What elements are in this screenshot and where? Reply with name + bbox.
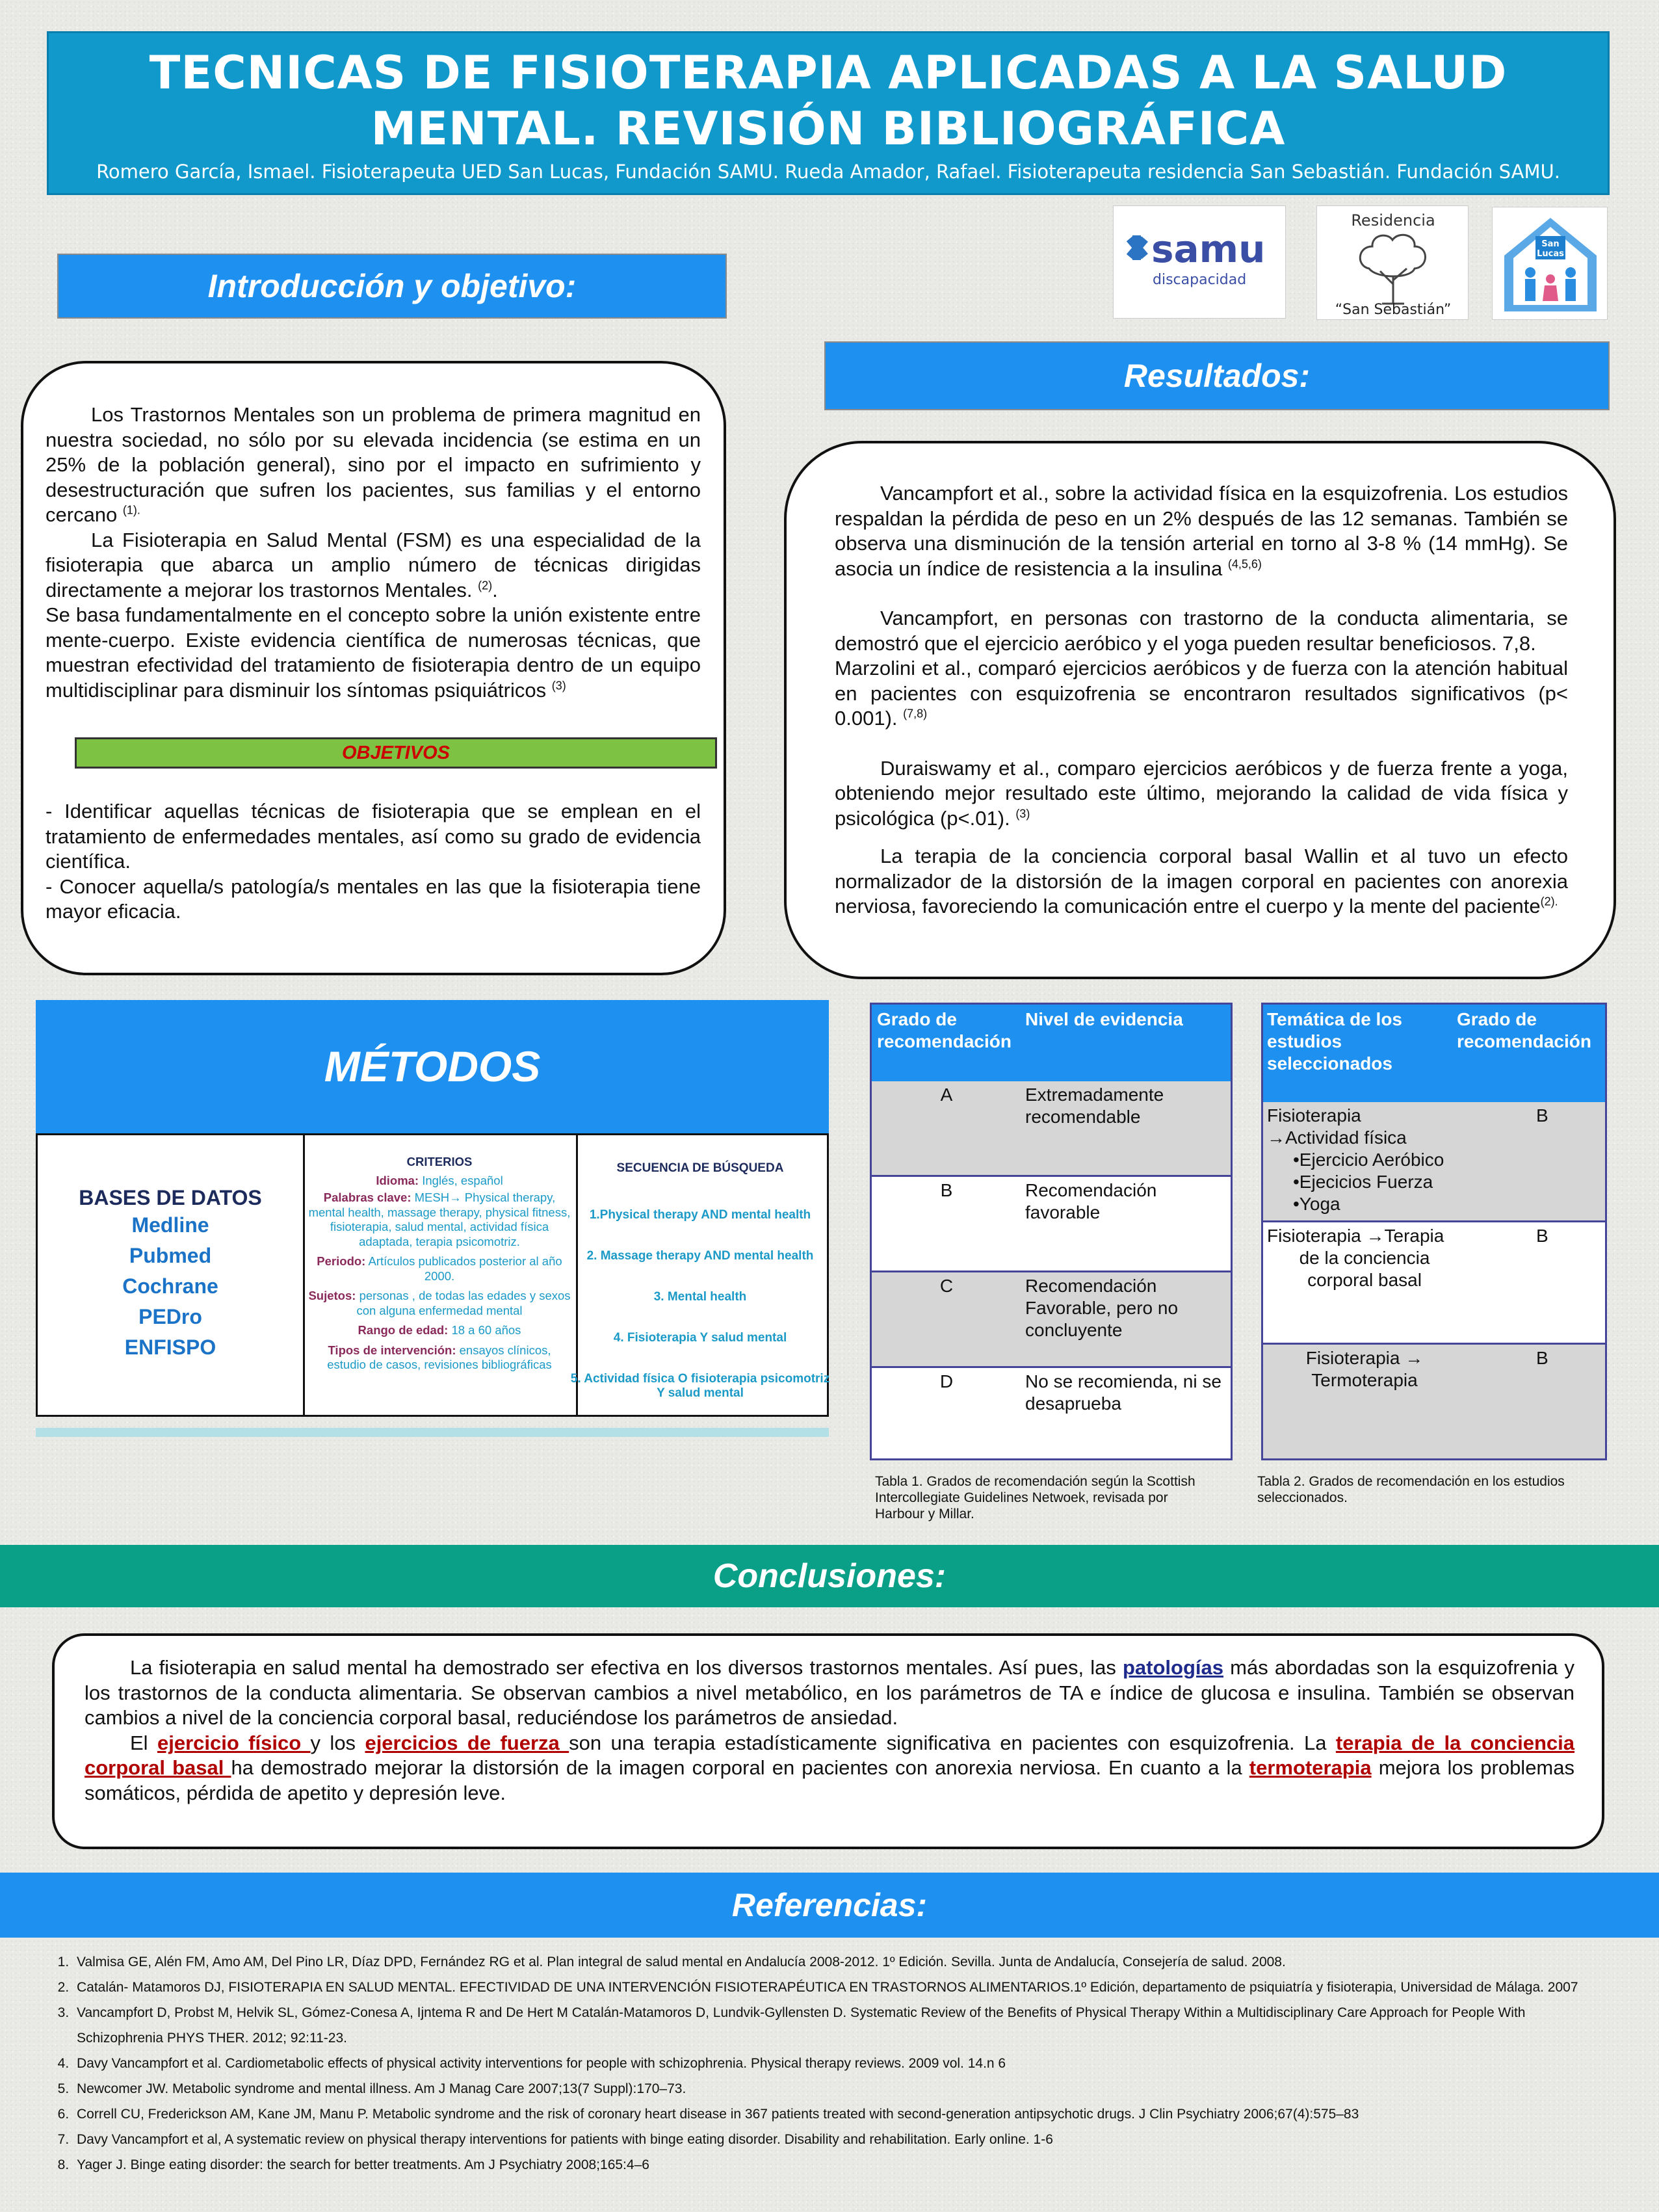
database-item: Pubmed: [129, 1244, 212, 1267]
database-item: ENFISPO: [124, 1336, 216, 1359]
highlight-ejercicios-fuerza: ejercicios de fuerza: [365, 1731, 569, 1754]
criteria-item: Palabras clave: MESH→ Physical therapy, mental health, massage therapy, physical fitness, fisioterapia, salud mental, actividad física adaptada, terapia psicomotriz.: [308, 1191, 571, 1248]
table-1: [870, 1003, 1233, 1460]
residencia-logo-bottom: “San Sebastián”: [1335, 302, 1452, 318]
objective-item: - Conocer aquella/s patología/s mentales en las que la fisioterapia tiene mayor eficacia.: [46, 875, 701, 923]
sanlucas-logo-text1: San: [1541, 239, 1560, 249]
intro-p2: La Fisioterapia en Salud Mental (FSM) es una especialidad de la fisioterapia que abarca un amplio número de técnicas dirigidas directamente a mejorar los trastornos Mentales.: [46, 528, 701, 601]
database-item: Cochrane: [122, 1274, 218, 1298]
table-row: Fisioterapia → Termoterapia B: [1263, 1345, 1605, 1458]
methods-heading: MÉTODOS: [36, 1000, 829, 1133]
highlight-patologias: patologías: [1123, 1656, 1224, 1679]
table-row: Fisioterapia →Actividad física •Ejercicio Aeróbico •Ejecicios Fuerza •Yoga B: [1263, 1102, 1605, 1222]
sanlucas-logo-mark: [1493, 207, 1608, 321]
table-row: C Recomendación Favorable, pero no concluyente: [872, 1272, 1231, 1368]
residencia-logo-top: Residencia: [1351, 211, 1435, 230]
methods-divider: [36, 1428, 829, 1437]
reference-item: 1. Valmisa GE, Alén FM, Amo AM, Del Pino LR, Díaz DPD, Fernández RG et al. Plan integral de salud mental en Andalucía 2008-2012. 1º Edición. Sevilla. Junta de Andalucía, Consejería de salud. 2008.: [73, 1949, 1585, 1975]
search-sequence-title: SECUENCIA DE BÚSQUEDA: [616, 1161, 784, 1175]
objetivos-label: OBJETIVOS: [75, 737, 717, 769]
title-banner: [47, 31, 1610, 195]
result-3: Marzolini et al., comparó ejercicios aeróbicos y de fuerza con la atención habitual en pacientes con esquizofrenia se encontraron resultados significativos (p< 0.001).: [835, 657, 1568, 730]
methods-table: [36, 1133, 829, 1417]
search-sequence-item: 4. Fisioterapia Y salud mental: [613, 1331, 787, 1345]
criteria-item: Tipos de intervención: ensayos clínicos, estudio de casos, revisiones bibliográficas: [327, 1343, 552, 1371]
criteria-item: Periodo: Artículos publicados posterior al año 2000.: [317, 1254, 562, 1283]
samu-logo-mark: [1114, 206, 1287, 319]
reference-item: 4. Davy Vancampfort et al. Cardiometabolic effects of physical activity interventions for people with schizophrenia. Physical therapy reviews. 2009 vol. 14.n 6: [73, 2051, 1585, 2076]
samu-logo-text: samu: [1151, 227, 1266, 271]
table-1-caption: Tabla 1. Grados de recomendación según la Scottish Intercollegiate Guidelines Netwoek, revisada por Harbour y Millar.: [875, 1474, 1195, 1521]
intro-text: Los Trastornos Mentales son un problema de primera magnitud en nuestra sociedad, no sólo por su elevada incidencia (se estima en un 25% de la población general), sino por el impacto en sufrimiento y desestructuración que sufren los pacientes, sus familias y el entorno cercano $^{(1).}$ La Fisioterapia en Salud Mental (FSM) es una especialidad de la fisioterapia que abarca un amplio número de técnicas dirigidas directamente a mejorar los trastornos Mentales. $^{(2)}$. Se basa fundamentalmente en el concepto sobre la unión existente entre mente-cuerpo. Existe evidencia científica de numerosas técnicas, que muestran efectividad del tratamiento de fisioterapia dentro de un equipo multidisciplinar para disminuir los síntomas psiquiátricos $^{(3)}$: [46, 403, 701, 702]
reference-item: 2. Catalán- Matamoros DJ, FISIOTERAPIA EN SALUD MENTAL. EFECTIVIDAD DE UNA INTERVENCIÓN FISIOTERAPÉUTICA EN TRASTORNOS ALIMENTARIOS.1º Edición, departamento de psiquiatría y fisioterapia, Universidad de Málaga. 2007: [73, 1975, 1585, 2000]
databases-column: [38, 1135, 305, 1415]
results-box: [784, 441, 1616, 979]
references-list: [51, 1949, 1585, 2178]
intro-p1: Los Trastornos Mentales son un problema de primera magnitud en nuestra sociedad, no sólo por su elevada incidencia (se estima en un 25% de la población general), sino por el impacto en sufrimiento y desestructuración que sufren los pacientes, sus familias y el entorno cercano: [46, 403, 701, 526]
database-item: Medline: [131, 1213, 209, 1237]
intro-heading: Introducción y objetivo:: [57, 254, 727, 319]
search-sequence-item: 3. Mental health: [653, 1290, 747, 1304]
search-sequence-item: 2. Massage therapy AND mental health: [586, 1249, 814, 1263]
samu-logo: [1113, 205, 1286, 319]
table-2-header-topic: Temática de los estudios seleccionados: [1267, 1009, 1403, 1073]
reference-item: 7. Davy Vancampfort et al, A systematic review on physical therapy interventions for patients with binge eating disorder. Disability and rehabilitation. Early online. 1-6: [73, 2127, 1585, 2152]
intro-p3: Se basa fundamentalmente en el concepto sobre la unión existente entre mente-cuerpo. Existe evidencia científica de numerosas técnicas, que muestran efectividad del tratamiento de fisioterapia dentro de un equipo multidisciplinar para disminuir los síntomas psiquiátricos: [46, 603, 701, 702]
samu-logo-subtext: discapacidad: [1153, 272, 1247, 288]
conclusions-text: La fisioterapia en salud mental ha demostrado ser efectiva en los diversos trastornos mentales. Así pues, las patologías más abordadas son la esquizofrenia y los trastornos de la conducta alimentaria. Se observan cambios a nivel metabólico, en los parámetros de TA e índice de glucosa e insulina. También se observan cambios a nivel de la conciencia corporal basal, reduciéndose los parámetros de ansiedad. El ejercicio físico y los ejercicios de fuerza son una terapia estadísticamente significativa en pacientes con esquizofrenia. La terapia de la conciencia corporal basal ha demostrado mejorar la distorsión de la imagen corporal en pacientes con anorexia nerviosa. En cuanto a la termoterapia mejora los problemas somáticos, pérdida de apetito y depresión leve.: [85, 1656, 1575, 1804]
reference-item: 5. Newcomer JW. Metabolic syndrome and mental illness. Am J Manag Care 2007;13(7 Suppl):170–73.: [73, 2076, 1585, 2101]
table-row: A Extremadamente recomendable: [872, 1081, 1231, 1177]
table-row: B Recomendación favorable: [872, 1177, 1231, 1272]
table-2-caption: Tabla 2. Grados de recomendación en los estudios seleccionados.: [1257, 1474, 1565, 1505]
criteria-title: CRITERIOS: [406, 1155, 473, 1168]
results-text: Vancampfort et al., sobre la actividad física en la esquizofrenia. Los estudios respaldan la pérdida de peso en un 2% después de las 12 semanas. También se observa una disminución de la tensión arterial en torno al 3-8 % (14 mmHg). Se asocia un índice de resistencia a la insulina $^{(4,5,6)}$ Vancampfort, en personas con trastorno de la conducta alimentaria, se demostró que el ejercicio aeróbico y el yoga pueden resultar beneficiosos. 7,8. Marzolini et al., comparó ejercicios aeróbicos y de fuerza con la atención habitual en pacientes con esquizofrenia se encontraron resultados significativos (p< 0.001). $^{(7,8)}$ Duraiswamy et al., comparo ejercicios aeróbicos y de fuerza frente a yoga, obteniendo mejor resultado este último, mejorando la calidad de vida física y psicológica (p<.01). $^{(3)}$ La terapia de la conciencia corporal basal Wallin et al tuvo un efecto normalizador de la distorsión de la imagen corporal en pacientes con anorexia nerviosa, favoreciendo la comunicación entre el cuerpo y la mente del paciente$^{(2).}$: [835, 482, 1568, 917]
criteria-column: [303, 1135, 578, 1415]
highlight-terapia-conciencia: terapia de la conciencia corporal basal: [85, 1731, 1574, 1779]
reference-item: 8. Yager J. Binge eating disorder: the search for better treatments. Am J Psychiatry 2008;165:4–6: [73, 2152, 1585, 2178]
table-2-header: [1263, 1005, 1605, 1102]
criteria-item: Sujetos: personas , de todas las edades y sexos con alguna enfermedad mental: [308, 1289, 571, 1317]
search-sequence-item: 1.Physical therapy AND mental health: [589, 1208, 811, 1222]
databases-title: BASES DE DATOS: [79, 1186, 262, 1209]
table-2-header-grade: Grado de recomendación: [1457, 1009, 1591, 1051]
table-row: Fisioterapia →Terapia de la conciencia corporal basal B: [1263, 1222, 1605, 1345]
references-heading: Referencias:: [0, 1873, 1659, 1938]
result-2: Vancampfort, en personas con trastorno de la conducta alimentaria, se demostró que el ejercicio aeróbico y el yoga pueden resultar beneficiosos. 7,8.: [835, 607, 1568, 655]
objective-item: - Identificar aquellas técnicas de fisioterapia que se emplean en el tratamiento de enfermedades mentales, así como su grado de evidencia científica.: [46, 800, 701, 873]
reference-item: 3. Vancampfort D, Probst M, Helvik SL, Gómez-Conesa A, Ijntema R and De Hert M Catalán-Matamoros D, Lundvik-Gyllensten D. Systematic Review of the Benefits of Physical Therapy Within a Multidisciplinary Care Approach for People With Schizophrenia PHYS THER. 2012; 92:11-23.: [73, 2000, 1585, 2051]
criteria-item: Idioma: Inglés, español: [376, 1173, 503, 1187]
results-heading: Resultados:: [824, 341, 1610, 410]
table-1-header-grade: Grado de recomendación: [877, 1009, 1012, 1051]
table-1-header-evidence: Nivel de evidencia: [1025, 1009, 1183, 1029]
table-1-header: [872, 1005, 1231, 1081]
result-5: La terapia de la conciencia corporal basal Wallin et al tuvo un efecto normalizador de la distorsión de la imagen corporal en pacientes con anorexia nerviosa, favoreciendo la comunicación entre el cuerpo y la mente del paciente: [835, 845, 1568, 917]
tree-icon: [1360, 235, 1425, 304]
sanlucas-logo: [1492, 207, 1608, 320]
conclusions-heading: Conclusiones:: [0, 1545, 1659, 1607]
residencia-logo: [1316, 205, 1469, 320]
highlight-termoterapia: termoterapia: [1249, 1756, 1372, 1779]
residencia-logo-mark: [1317, 206, 1469, 321]
result-4: Duraiswamy et al., comparo ejercicios aeróbicos y de fuerza frente a yoga, obteniendo mejor resultado este último, mejorando la calidad de vida física y psicológica (p<.01).: [835, 756, 1568, 830]
objectives-list: [46, 799, 701, 925]
result-1: Vancampfort et al., sobre la actividad física en la esquizofrenia. Los estudios respaldan la pérdida de peso en un 2% después de las 12 semanas. También se observa una disminución de la tensión arterial en torno al 3-8 % (14 mmHg). Se asocia un índice de resistencia a la insulina: [835, 482, 1568, 580]
intro-box: [21, 361, 726, 975]
search-sequence-item: 5. Actividad física O fisioterapia psicomotriz Y salud mental: [570, 1372, 830, 1400]
criteria-item: Rango de edad: 18 a 60 años: [358, 1323, 521, 1337]
sanlucas-logo-text2: Lucas: [1537, 249, 1564, 259]
highlight-ejercicio-fisico: ejercicio físico: [157, 1731, 311, 1754]
table-row: D No se recomienda, ni se desaprueba: [939, 1371, 1221, 1414]
poster-title: TECNICAS DE FISIOTERAPIA APLICADAS A LA SALUD MENTAL. REVISIÓN BIBLIOGRÁFICA: [149, 46, 1508, 155]
table-2: [1261, 1003, 1607, 1460]
search-sequence-column: [566, 1135, 835, 1415]
reference-item: 6. Correll CU, Frederickson AM, Kane JM, Manu P. Metabolic syndrome and the risk of coronary heart disease in 367 patients treated with second-generation antipsychotic drugs. J Clin Psychiatry 2006;67(4):575–83: [73, 2101, 1585, 2127]
authors-line: Romero García, Ismael. Fisioterapeuta UED San Lucas, Fundación SAMU. Rueda Amador, Rafael. Fisioterapeuta residencia San Sebastián. Fundación SAMU.: [96, 161, 1560, 183]
database-item: PEDro: [138, 1305, 202, 1328]
conclusions-box: [52, 1633, 1604, 1849]
